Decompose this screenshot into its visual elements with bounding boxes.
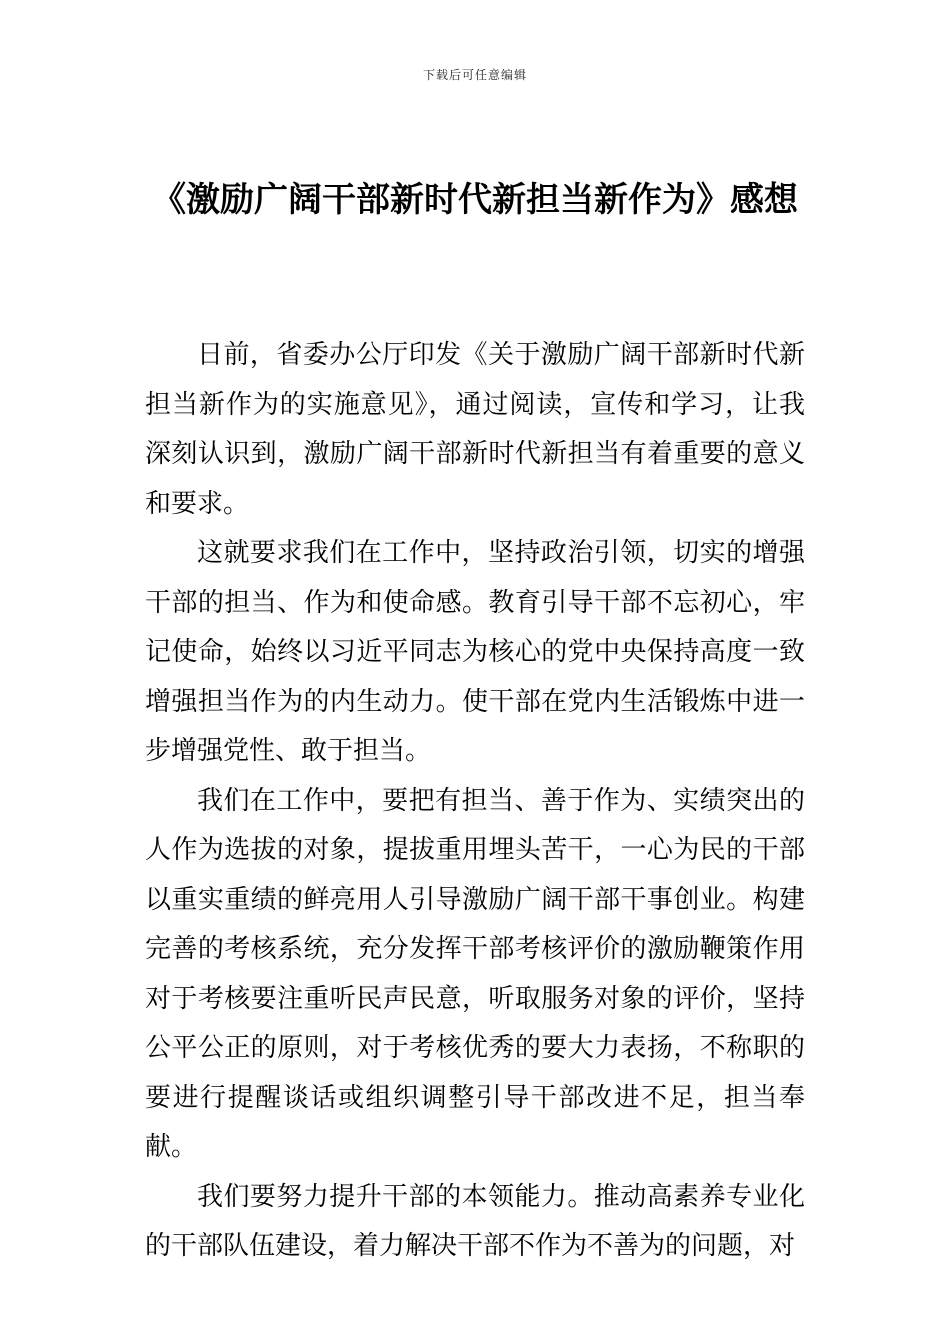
page-header-note: 下载后可任意编辑 xyxy=(422,68,527,82)
paragraph-4: 我们要努力提升干部的本领能力。推动高素养专业化的干部队伍建设，着力解决干部不作为不善为的问题，对 xyxy=(145,1181,805,1261)
paragraph-3: 我们在工作中，要把有担当、善于作为、实绩突出的人作为选拔的对象，提拔重用埋头苦干，一心为民的干部以重实重绩的鲜亮用人引导激励广阔干部干事创业。构建完善的考核系统，充分发挥干部考核评价的激励鞭策作用对于考核要注重听民声民意，听取服务对象的评价，坚持公平公正的原则，对于考核优秀的要大力表扬，不称职的要进行提醒谈话或组织调整引导干部改进不足，担当奉献。 xyxy=(145,785,805,1162)
document-title: 《激励广阔干部新时代新担当新作为》感想 xyxy=(152,180,798,220)
document-body xyxy=(145,331,805,1272)
paragraph-1: 日前，省委办公厅印发《关于激励广阔干部新时代新担当新作为的实施意见》，通过阅读，宣传和学习，让我深刻认识到，激励广阔干部新时代新担当有着重要的意义和要求。 xyxy=(145,340,805,519)
paragraph-2: 这就要求我们在工作中，坚持政治引领，切实的增强干部的担当、作为和使命感。教育引导干部不忘初心，牢记使命，始终以习近平同志为核心的党中央保持高度一致增强担当作为的内生动力。使干部在党内生活锻炼中进一步增强党性、敢于担当。 xyxy=(145,538,805,766)
